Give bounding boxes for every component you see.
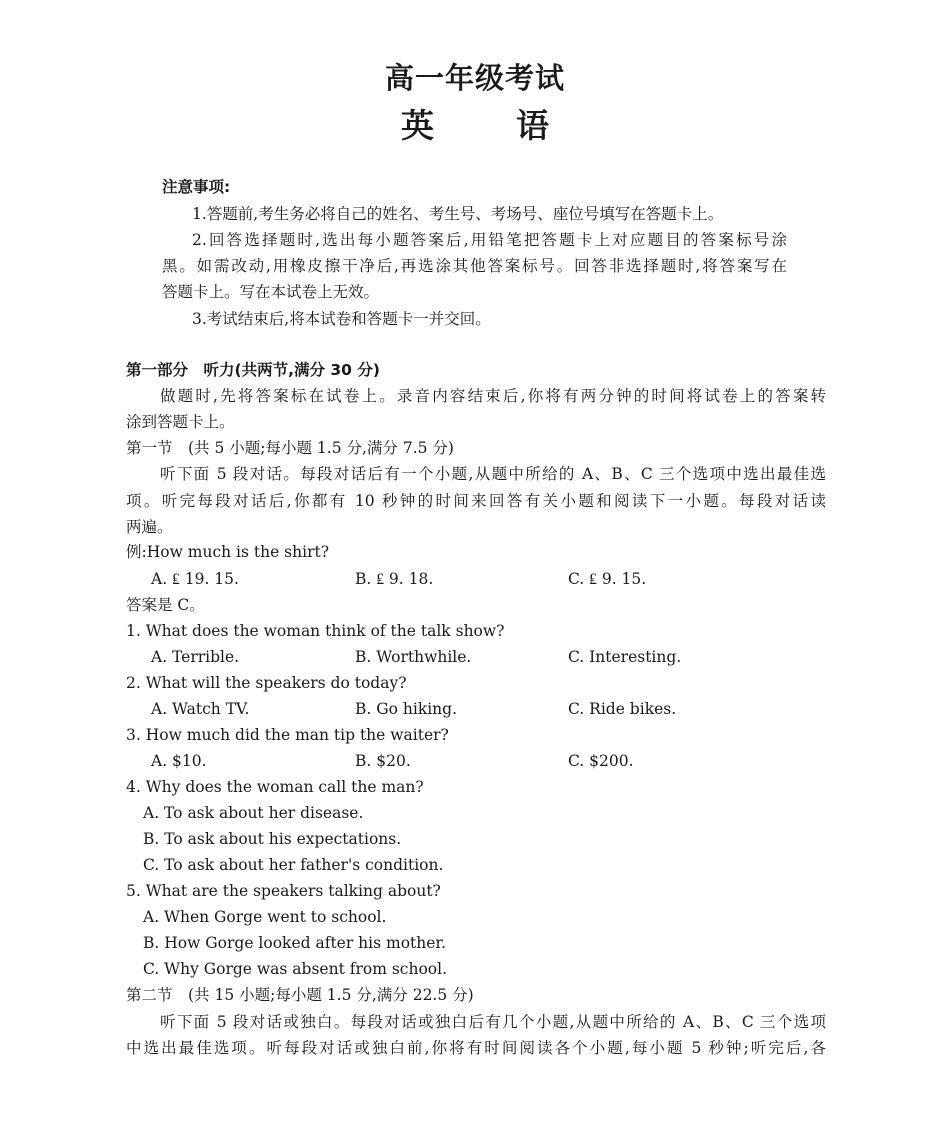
q4-option-b: B. To ask about his expectations. xyxy=(143,830,402,848)
subject-title xyxy=(0,100,950,147)
notice-heading: 注意事项: xyxy=(162,178,231,196)
q2-option-a: A. Watch TV. xyxy=(151,700,250,718)
q1-option-c: C. Interesting. xyxy=(568,648,682,666)
part1-intro-line-2: 涂到答题卡上。 xyxy=(126,413,235,431)
question-4: 4. Why does the woman call the man? xyxy=(126,778,424,796)
question-5: 5. What are the speakers talking about? xyxy=(126,882,441,900)
example-option-c: C. ₤ 9. 15. xyxy=(568,570,647,588)
q2-option-b: B. Go hiking. xyxy=(355,700,458,718)
part1-heading: 第一部分 听力(共两节,满分 30 分) xyxy=(126,361,380,379)
q5-option-b: B. How Gorge looked after his mother. xyxy=(143,934,447,952)
q3-option-b: B. $20. xyxy=(355,752,411,770)
notice-item-1: 1.答题前,考生务必将自己的姓名、考生号、考场号、座位号填写在答题卡上。 xyxy=(192,205,724,223)
q4-option-a: A. To ask about her disease. xyxy=(143,804,364,822)
q1-option-a: A. Terrible. xyxy=(151,648,240,666)
notice-item-2-line-1: 2.回答选择题时,选出每小题答案后,用铅笔把答题卡上对应题目的答案标号涂 xyxy=(192,231,787,249)
subject-char-2: 语 xyxy=(516,106,549,145)
question-1: 1. What does the woman think of the talk show? xyxy=(126,622,505,640)
q2-option-c: C. Ride bikes. xyxy=(568,700,677,718)
q3-option-a: A. $10. xyxy=(151,752,207,770)
question-3: 3. How much did the man tip the waiter? xyxy=(126,726,449,744)
subject-char-1: 英 xyxy=(401,106,434,145)
q5-option-c: C. Why Gorge was absent from school. xyxy=(143,960,447,978)
section1-instr-line-1: 听下面 5 段对话。每段对话后有一个小题,从题中所给的 A、B、C 三个选项中选出最佳选 xyxy=(160,465,826,483)
notice-item-2-line-2: 黑。如需改动,用橡皮擦干净后,再选涂其他答案标号。回答非选择题时,将答案写在 xyxy=(162,257,787,275)
example-answer: 答案是 C。 xyxy=(126,596,205,614)
section1-instr-line-3: 两遍。 xyxy=(126,518,173,536)
example-option-a: A. ₤ 19. 15. xyxy=(151,570,239,588)
exam-title: 高一年级考试 xyxy=(384,61,565,95)
example-option-b: B. ₤ 9. 18. xyxy=(355,570,434,588)
section2-heading: 第二节 (共 15 小题;每小题 1.5 分,满分 22.5 分) xyxy=(126,986,474,1004)
q3-option-c: C. $200. xyxy=(568,752,634,770)
q4-option-c: C. To ask about her father's condition. xyxy=(143,856,444,874)
part1-intro-line-1: 做题时,先将答案标在试卷上。录音内容结束后,你将有两分钟的时间将试卷上的答案转 xyxy=(160,387,826,405)
example-question: 例:How much is the shirt? xyxy=(126,543,330,561)
section1-instr-line-2: 项。听完每段对话后,你都有 10 秒钟的时间来回答有关小题和阅读下一小题。每段对话读 xyxy=(126,492,826,510)
section1-heading: 第一节 (共 5 小题;每小题 1.5 分,满分 7.5 分) xyxy=(126,439,454,457)
q5-option-a: A. When Gorge went to school. xyxy=(143,908,387,926)
q1-option-b: B. Worthwhile. xyxy=(355,648,472,666)
question-2: 2. What will the speakers do today? xyxy=(126,674,407,692)
notice-item-3: 3.考试结束后,将本试卷和答题卡一并交回。 xyxy=(192,310,491,328)
section2-instr-line-2: 中选出最佳选项。听每段对话或独白前,你将有时间阅读各个小题,每小题 5 秒钟;听完后,各 xyxy=(126,1039,826,1057)
notice-item-2-line-3: 答题卡上。写在本试卷上无效。 xyxy=(162,283,380,301)
section2-instr-line-1: 听下面 5 段对话或独白。每段对话或独白后有几个小题,从题中所给的 A、B、C 三个选项 xyxy=(160,1013,826,1031)
